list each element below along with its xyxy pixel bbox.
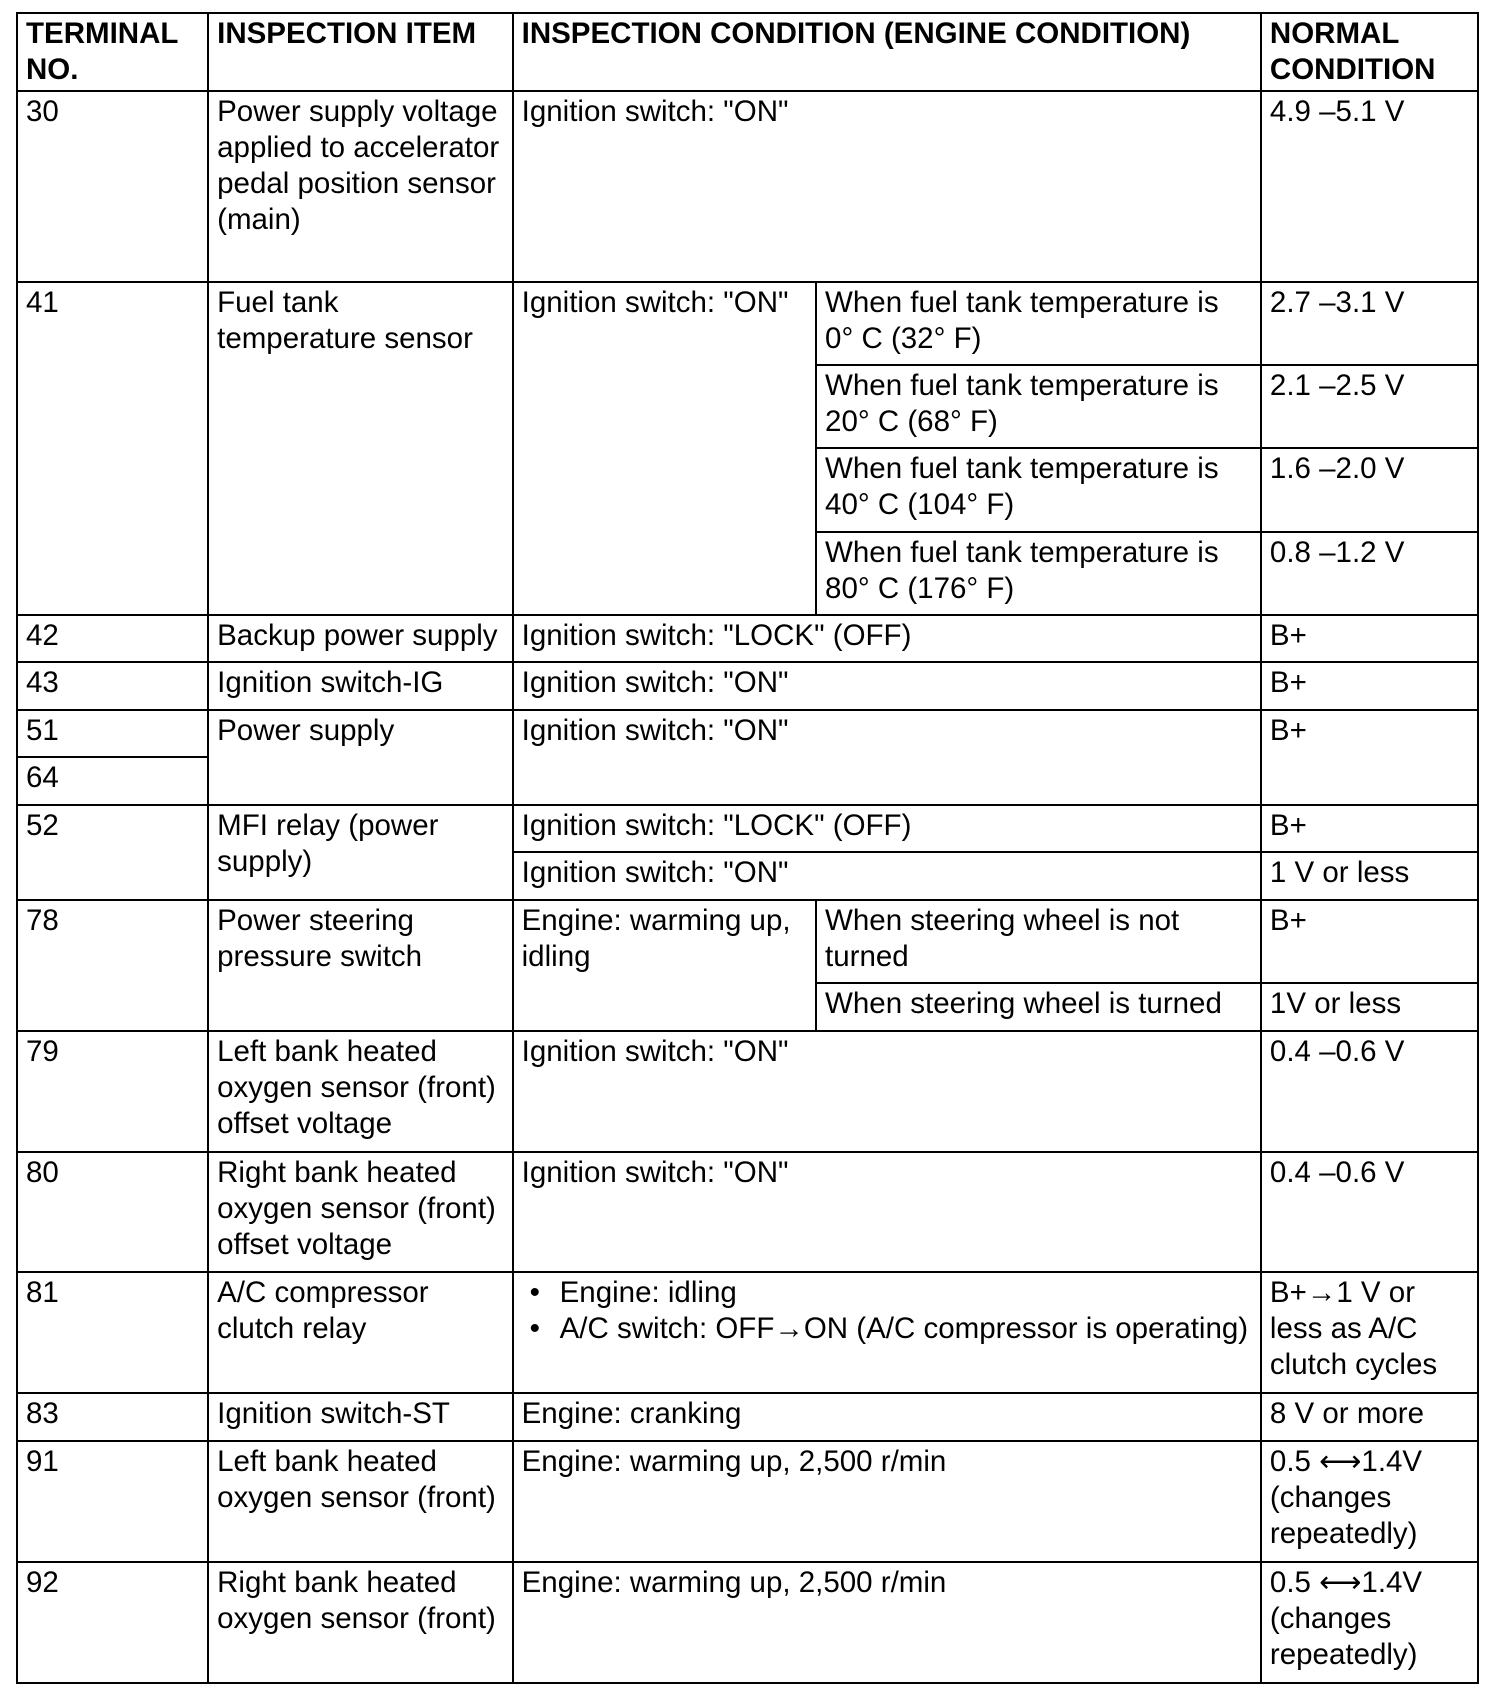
inspection-condition: Ignition switch: "ON" (513, 710, 1261, 805)
inspection-condition: Ignition switch: "ON" (513, 852, 1261, 900)
normal-condition: B+ (1261, 615, 1478, 663)
sub-condition: When steering wheel is turned (816, 983, 1261, 1031)
table-row (17, 1152, 1478, 1273)
inspection-condition: Ignition switch: "LOCK" (OFF) (513, 615, 1261, 663)
table-row (17, 615, 1478, 663)
terminal-inspection-table (16, 12, 1479, 1684)
normal-condition: 0.8 –1.2 V (1261, 532, 1478, 615)
normal-condition: B+ (1261, 662, 1478, 710)
header-inspection-item: INSPECTION ITEM (208, 13, 513, 91)
bullet-text: Engine: idling (559, 1276, 737, 1310)
normal-condition: 2.1 –2.5 V (1261, 365, 1478, 448)
inspection-condition: Engine: cranking (513, 1393, 1261, 1441)
terminal-no: 83 (17, 1393, 208, 1441)
table-row (17, 1562, 1478, 1683)
normal-condition: 4.9 –5.1 V (1261, 91, 1478, 282)
normal-condition: 0.5 ⟷1.4V (changes repeatedly) (1261, 1441, 1478, 1562)
inspection-condition: Engine: warming up, 2,500 r/min (513, 1441, 1261, 1562)
inspection-item: MFI relay (power supply) (208, 805, 513, 900)
inspection-condition: Ignition switch: "LOCK" (OFF) (513, 805, 1261, 853)
terminal-no: 79 (17, 1031, 208, 1152)
inspection-item: Power supply (208, 710, 513, 805)
inspection-item: Ignition switch-IG (208, 662, 513, 710)
terminal-no: 42 (17, 615, 208, 663)
inspection-item: Ignition switch-ST (208, 1393, 513, 1441)
table-row (17, 282, 1478, 365)
normal-condition: 0.4 –0.6 V (1261, 1152, 1478, 1273)
terminal-no: 91 (17, 1441, 208, 1562)
terminal-no: 78 (17, 900, 208, 1031)
terminal-no: 41 (17, 282, 208, 615)
terminal-no: 43 (17, 662, 208, 710)
header-terminal-no: TERMINAL NO. (17, 13, 208, 91)
normal-condition: 0.4 –0.6 V (1261, 1031, 1478, 1152)
table-row (17, 900, 1478, 983)
normal-condition: 8 V or more (1261, 1393, 1478, 1441)
normal-condition: B+→1 V or less as A/C clutch cycles (1261, 1272, 1478, 1393)
terminal-no: 81 (17, 1272, 208, 1393)
sub-condition: When steering wheel is not turned (816, 900, 1261, 983)
header-inspection-condition: INSPECTION CONDITION (ENGINE CONDITION) (513, 13, 1261, 91)
sub-condition: When fuel tank temperature is 80° C (176° F) (816, 532, 1261, 615)
normal-condition: 1 V or less (1261, 852, 1478, 900)
inspection-condition: Ignition switch: "ON" (513, 662, 1261, 710)
normal-condition: B+ (1261, 710, 1478, 805)
table-row (17, 1031, 1478, 1152)
list-item (529, 1311, 1252, 1347)
inspection-item: Power supply voltage applied to accelerator pedal position sensor (main) (208, 91, 513, 282)
bullet-icon: • (529, 1276, 540, 1310)
bullet-icon: • (529, 1312, 540, 1346)
table-row (17, 1441, 1478, 1562)
table-row (17, 1272, 1478, 1393)
inspection-item: Right bank heated oxygen sensor (front) (208, 1562, 513, 1683)
normal-condition: 0.5 ⟷1.4V (changes repeatedly) (1261, 1562, 1478, 1683)
terminal-no: 64 (17, 757, 208, 805)
table-row (17, 662, 1478, 710)
normal-condition: 1.6 –2.0 V (1261, 448, 1478, 531)
list-item (529, 1275, 1252, 1311)
inspection-item: Fuel tank temperature sensor (208, 282, 513, 615)
inspection-condition: Ignition switch: "ON" (513, 282, 816, 615)
sub-condition: When fuel tank temperature is 40° C (104° F) (816, 448, 1261, 531)
terminal-no: 52 (17, 805, 208, 900)
inspection-item: A/C compressor clutch relay (208, 1272, 513, 1393)
sub-condition: When fuel tank temperature is 20° C (68° F) (816, 365, 1261, 448)
inspection-item: Left bank heated oxygen sensor (front) offset voltage (208, 1031, 513, 1152)
condition-bullet-list (522, 1275, 1252, 1347)
inspection-item: Backup power supply (208, 615, 513, 663)
table-row (17, 710, 1478, 758)
normal-condition: B+ (1261, 805, 1478, 853)
inspection-item: Power steering pressure switch (208, 900, 513, 1031)
normal-condition: 2.7 –3.1 V (1261, 282, 1478, 365)
inspection-condition: Ignition switch: "ON" (513, 91, 1261, 282)
terminal-no: 51 (17, 710, 208, 758)
inspection-condition: Ignition switch: "ON" (513, 1031, 1261, 1152)
normal-condition: 1V or less (1261, 983, 1478, 1031)
inspection-condition: Engine: warming up, 2,500 r/min (513, 1562, 1261, 1683)
table-row (17, 805, 1478, 853)
terminal-no: 30 (17, 91, 208, 282)
inspection-item: Left bank heated oxygen sensor (front) (208, 1441, 513, 1562)
inspection-condition: Engine: warming up, idling (513, 900, 816, 1031)
inspection-condition (513, 1272, 1261, 1393)
inspection-item: Right bank heated oxygen sensor (front) offset voltage (208, 1152, 513, 1273)
table-row (17, 91, 1478, 282)
terminal-no: 80 (17, 1152, 208, 1273)
header-normal-condition: NORMAL CONDITION (1261, 13, 1478, 91)
terminal-no: 92 (17, 1562, 208, 1683)
table-row (17, 1393, 1478, 1441)
bullet-text: A/C switch: OFF→ON (A/C compressor is operating) (559, 1312, 1249, 1346)
normal-condition: B+ (1261, 900, 1478, 983)
inspection-condition: Ignition switch: "ON" (513, 1152, 1261, 1273)
sub-condition: When fuel tank temperature is 0° C (32° F) (816, 282, 1261, 365)
header-row (17, 13, 1478, 91)
